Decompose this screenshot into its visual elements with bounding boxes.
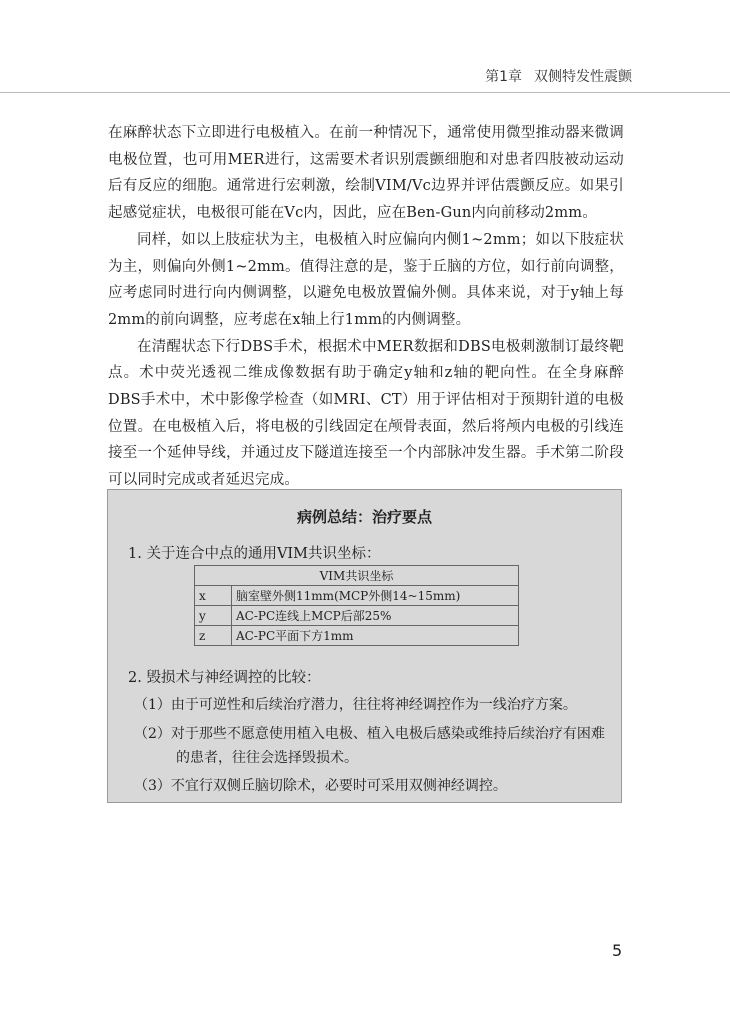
summary-item-1: 1. 关于连合中点的通用VIM共识坐标： bbox=[128, 546, 381, 562]
chapter-title: 双侧特发性震颤 bbox=[534, 69, 632, 85]
summary-subitem-3: （3）不宜行双侧丘脑切除术，必要时可采用双侧神经调控。 bbox=[134, 778, 507, 794]
table-header-row bbox=[195, 566, 519, 586]
running-header bbox=[485, 66, 632, 86]
axis-cell: y bbox=[195, 606, 232, 626]
case-summary-box bbox=[107, 489, 622, 803]
table-row bbox=[195, 626, 519, 646]
summary-title: 病例总结：治疗要点 bbox=[296, 508, 432, 526]
vim-coordinates-table bbox=[194, 565, 519, 646]
summary-subitem-2: （2）对于那些不愿意使用植入电极、植入电极后感染或维持后续治疗有困难 bbox=[134, 726, 605, 742]
summary-subitem-1: （1）由于可逆性和后续治疗潜力，往往将神经调控作为一线治疗方案。 bbox=[134, 697, 577, 713]
table-header: VIM共识坐标 bbox=[195, 566, 519, 586]
axis-cell: z bbox=[195, 626, 232, 646]
header-rule bbox=[0, 92, 730, 93]
axis-cell: x bbox=[195, 586, 232, 606]
table-row bbox=[195, 606, 519, 626]
summary-item-2: 2. 毁损术与神经调控的比较： bbox=[128, 670, 321, 686]
paragraph-1: 在麻醉状态下立即进行电极植入。在前一种情况下，通常使用微型推动器来微调电极位置，也可用MER进行，这需要术者识别震颤细胞和对患者四肢被动运动后有反应的细胞。通常进行宏刺激，绘制VIM/Vc边界并评估震颤反应。如果引起感觉症状，电极很可能在Vc内，因此，应在Ben-Gun内向前移动2mm。 bbox=[108, 125, 624, 222]
value-cell: 脑室壁外侧11mm(MCP外侧14~15mm) bbox=[232, 586, 519, 606]
value-cell: AC-PC连线上MCP后部25% bbox=[232, 606, 519, 626]
paragraph-3: 在清醒状态下行DBS手术，根据术中MER数据和DBS电极刺激制订最终靶点。术中荧光透视二维成像数据有助于确定y轴和z轴的靶向性。在全身麻醉DBS手术中，术中影像学检查（如MRI、CT）用于评估相对于预期针道的电极位置。在电极植入后，将电极的引线固定在颅骨表面，然后将颅内电极的引线连接至一个延伸导线，并通过皮下隧道连接至一个内部脉冲发生器。手术第二阶段可以同时完成或者延迟完成。 bbox=[108, 338, 624, 489]
paragraph-2: 同样，如以上肢症状为主，电极植入时应偏向内侧1~2mm；如以下肢症状为主，则偏向外侧1~2mm。值得注意的是，鉴于丘脑的方位，如行前向调整，应考虑同时进行向内侧调整，以避免电极放置偏外侧。具体来说，对于y轴上每2mm的前向调整，应考虑在x轴上行1mm的内侧调整。 bbox=[108, 231, 624, 328]
chapter-label: 第1章 bbox=[485, 69, 522, 85]
table-row bbox=[195, 586, 519, 606]
value-cell: AC-PC平面下方1mm bbox=[232, 626, 519, 646]
page-number: 5 bbox=[612, 941, 623, 960]
summary-subitem-2-continued: 的患者，往往会选择毁损术。 bbox=[176, 750, 358, 766]
body-text bbox=[108, 120, 624, 494]
